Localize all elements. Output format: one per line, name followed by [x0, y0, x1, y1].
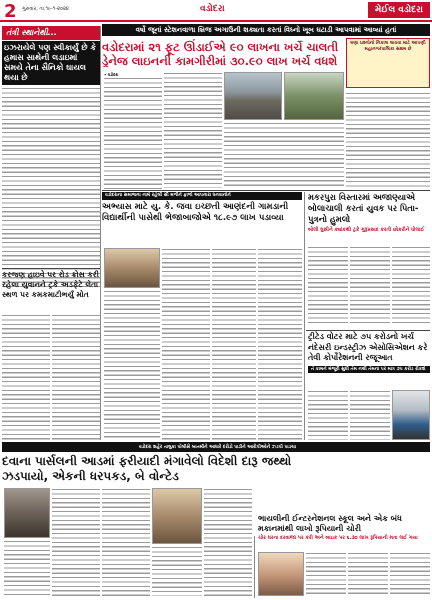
- scholarship-photo: [104, 248, 160, 288]
- school-photo: [258, 552, 304, 596]
- main-story-col-1: [104, 72, 162, 189]
- karanja-headline: કરજણ હાઇવે પર રોડ ક્રોસ કરી રહેલા યુવાનને ટ્રકે અડફેટે લેતા સ્થળ પર કમકમાટીભર્યું મોત: [2, 270, 99, 299]
- right-ad-box: [346, 38, 430, 88]
- medicine-photo-2: [152, 488, 202, 544]
- drainage-photo-1: [224, 72, 282, 120]
- scholarship-headline: અભ્યાસ માટે યુ. કે. જવા ઇચ્છતી આણંદની ગામડાની વિદ્યાર્થીની પાસેથી ભેજાબાજોએ ૧૮.૯૭ લાખ પડાવ્યા: [102, 202, 289, 223]
- page-number: 2: [4, 1, 17, 22]
- dateline: • વડોદરા: [104, 72, 119, 77]
- right-ad-text: ઘણા પ્રશ્નોનો નિકાલ લાવવા માટે આપણી મહાનગરપાલિકા સક્ષમ છે: [350, 41, 426, 52]
- top-strip: વર્ષો જૂનાં સ્ટેશનવાળા બ્રિજ અગાઉની શક્યતા કરતાં વિઘ્નો ખૂબ ઘટાડી આપવામાં આવ્યાં હતાં: [102, 24, 430, 36]
- main-story-col-2: [164, 72, 222, 188]
- masthead-city: વડોદરા: [200, 4, 225, 14]
- right-column-text: [346, 92, 430, 188]
- scholarship-story: [102, 192, 302, 224]
- medicine-kicker: વડોદરા શહેર તાલુકા પોલીસે બાતમીને આધારે દરોડો પાડીને આરોપીઓને ઝડપી પાડયા: [2, 444, 430, 452]
- main-headline: વડોદરામાં ૨૧ ફૂટ ઊંડાઈએ ૯૦ લાખના ખર્ચે ચાલતી ડ્રેનેજ લાઇનની કામગીરીમાં ૩૦.૯૦ લાખ ખર્ચ વધશે: [102, 40, 339, 68]
- masthead-date: ગુરુવાર, તા.૧૯-૧-૨૦૨૪: [22, 6, 69, 12]
- makarpura-story: [308, 192, 430, 233]
- masthead-edition: મેઈલ વડોદરા: [368, 2, 430, 18]
- school-theft-story: [258, 514, 430, 541]
- treated-water-story: [308, 332, 430, 373]
- editorial-column: [2, 26, 100, 266]
- treated-water-photo: [392, 390, 430, 440]
- masthead: [0, 0, 432, 22]
- editorial-headline: ઇઝરાયેલે પણ સ્વીકાર્યું છે કે હમાસ સાથેની લડાઇમાં સમયે તેના સૈનિકો ઘાયલ થયા છે: [2, 41, 100, 85]
- medicine-photo-1: [4, 488, 50, 538]
- medicine-parcel-story: [2, 444, 430, 484]
- karanja-story: [2, 270, 100, 300]
- school-subhead: ચોર ઘરના દરવાજા પર કરી અને બાઇક પર ૬.૩૦ લાખ રૂપિયાની મતા લઈ ગયા: [258, 535, 418, 541]
- makarpura-subhead: બોલી ઘુસીને ક્યાંકથી ટ્રકે ગુરૂપ્રસાદ કરતી છોકરીને ધોલાઈ: [308, 227, 425, 233]
- editorial-body: [2, 87, 100, 287]
- medicine-headline: દવાના પાર્સલની આડમાં ફરીયાદી મંગાવેલો વિદેશી દારૂ જથ્થો ઝડપાયો, એકની ધરપકડ, બે વોન્ટેડ: [2, 454, 292, 483]
- drainage-photo-2: [284, 72, 344, 120]
- main-story-col-3: [224, 122, 344, 188]
- school-headline: ભાયલીની ઈન્ટરનેશનલ સ્કૂલ અને એક બંધ મકાનમાંથી લાખો રૂપિયાની ચોરી: [258, 514, 402, 533]
- makarpura-headline: મકરપુરા વિસ્તારમાં અજાણ્યાએ બોલાચાલી કરતાં યુવક પર પિતા-પુત્રનો હુમલો: [308, 192, 419, 224]
- treated-water-headline: ટ્રીટેડ વોટર માટે ૭૫ કરોડનો ખર્ચ નંદેસરી ઇન્ડસ્ટ્રીઝ એસોસિએશન કરે તેવી કોર્પોરેશનની રજૂઆત: [308, 332, 428, 362]
- scholarship-kicker: વડોદરાના સમાજના નામે રહેલી સૌ મળીને ફાળો આપનારા ધનવાનોને: [102, 192, 302, 200]
- editorial-banner: તંત્રી સ્થાનેથી...: [2, 26, 100, 40]
- treated-water-subhead: તે કામને મંજૂરી સુધી તેમ નથી તેમના પર માત્ર ૭૫ કરોડ રોકશે: [308, 366, 430, 373]
